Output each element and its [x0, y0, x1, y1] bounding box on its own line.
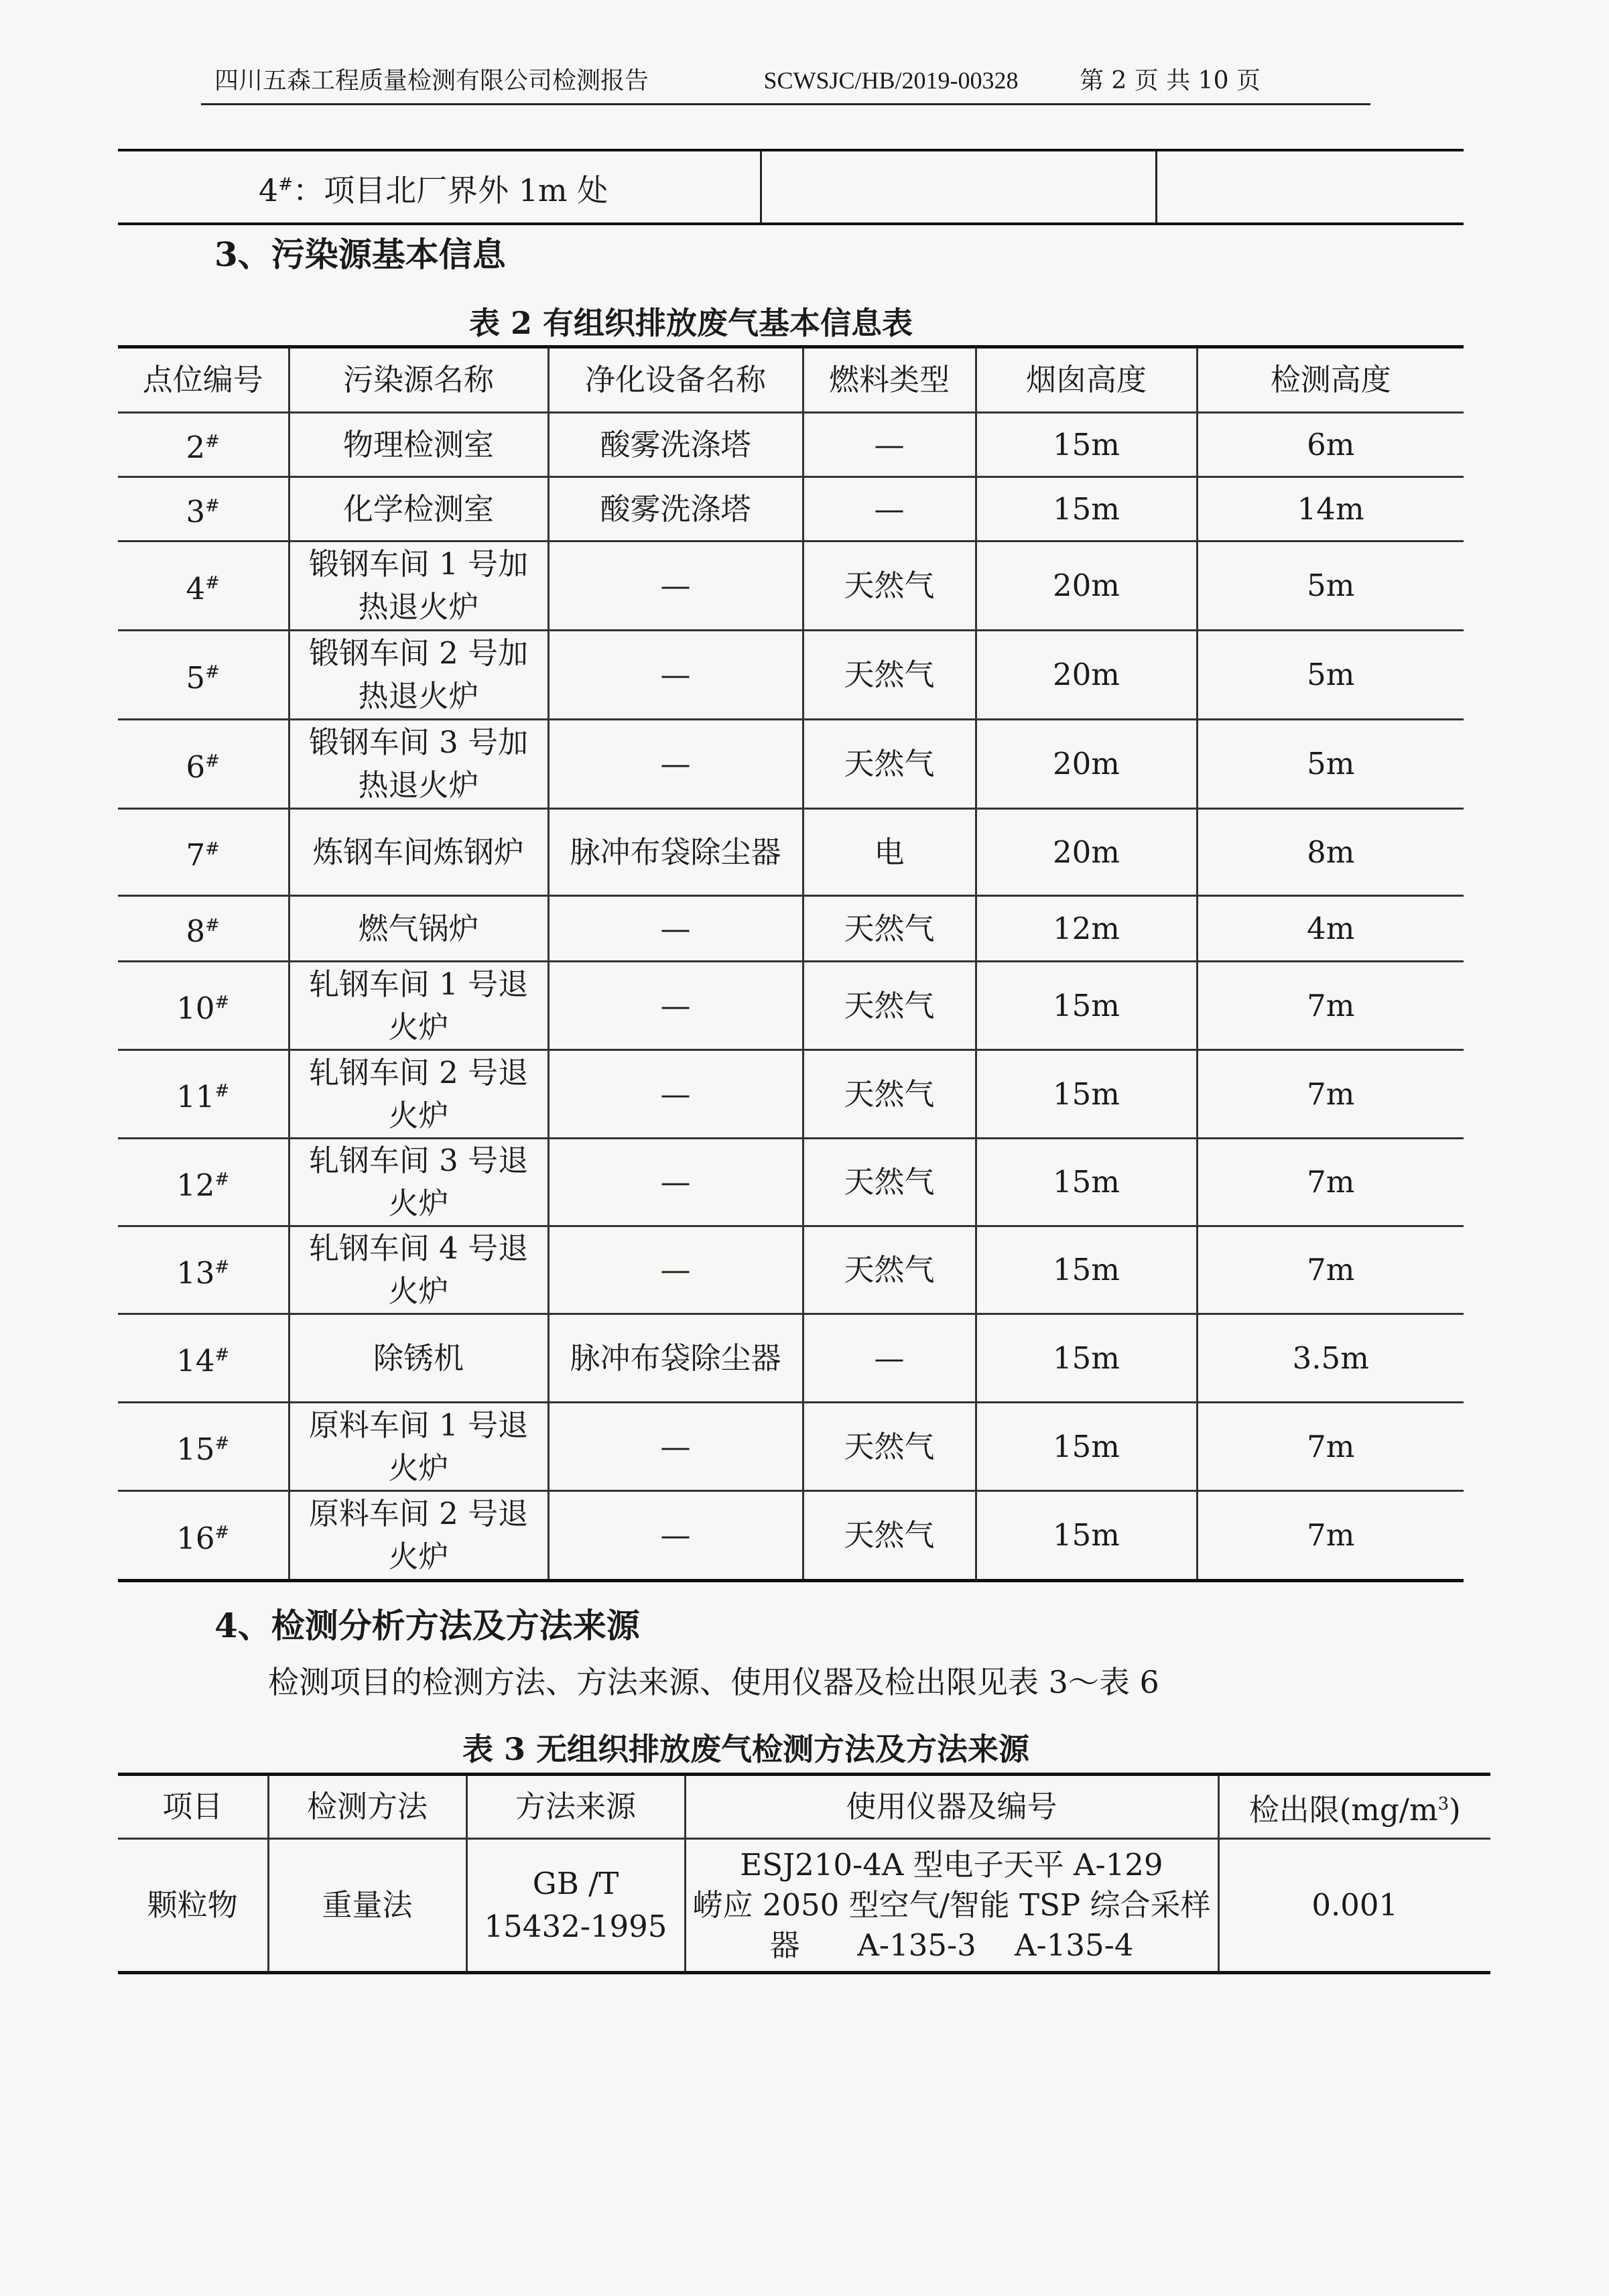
chimney-height-cell: 15m [976, 477, 1197, 541]
chimney-height-cell: 20m [976, 809, 1197, 896]
header-cell: 检测高度 [1197, 347, 1464, 413]
point-id-cell: 14# [118, 1314, 289, 1403]
chimney-height-cell: 12m [976, 896, 1197, 962]
table-row [118, 1403, 1464, 1491]
chimney-height-cell: 15m [976, 413, 1197, 477]
purifier-cell: 酸雾洗涤塔 [548, 413, 803, 477]
purifier-cell: — [548, 1050, 803, 1139]
table-row [118, 413, 1464, 477]
fuel-cell: 天然气 [803, 720, 976, 809]
purifier-cell: — [548, 720, 803, 809]
test-height-cell: 7m [1197, 1491, 1464, 1581]
instrument-cell: ESJ210-4A 型电子天平 A-129 崂应 2050 型空气/智能 TSP 综合采样 器 A-135-3 A-135-4 [685, 1839, 1218, 1973]
source-cell: 原料车间 1 号退火炉 [289, 1403, 548, 1491]
table-row [118, 1139, 1464, 1226]
source-cell: 燃气锅炉 [289, 896, 548, 962]
test-height-cell: 3.5m [1197, 1314, 1464, 1403]
purifier-cell: — [548, 896, 803, 962]
test-height-cell: 7m [1197, 1226, 1464, 1314]
chimney-height-cell: 15m [976, 1139, 1197, 1226]
table-row [118, 541, 1464, 631]
source-cell: 锻钢车间 1 号加热退火炉 [289, 541, 548, 631]
header-cell: 烟囱高度 [976, 347, 1197, 413]
header-cell: 点位编号 [118, 347, 289, 413]
fuel-cell: 天然气 [803, 1226, 976, 1314]
table-row [118, 1050, 1464, 1139]
fuel-cell: — [803, 413, 976, 477]
chimney-height-cell: 15m [976, 1491, 1197, 1581]
column-divider [760, 151, 762, 222]
table-2-caption: 表 2 有组织排放废气基本信息表 [469, 305, 913, 341]
purifier-cell: — [548, 1139, 803, 1226]
point-id-cell: 15# [118, 1403, 289, 1491]
column-divider [1155, 151, 1157, 222]
table-row [118, 720, 1464, 809]
source-cell: 轧钢车间 4 号退火炉 [289, 1226, 548, 1314]
point-id-cell: 6# [118, 720, 289, 809]
page-header [214, 62, 1261, 96]
point-id-cell: 16# [118, 1491, 289, 1581]
detection-limit-cell: 0.001 [1218, 1839, 1490, 1973]
fuel-cell: 天然气 [803, 1403, 976, 1491]
continued-table-row [118, 149, 1464, 225]
header-cell: 使用仪器及编号 [685, 1775, 1218, 1839]
purifier-cell: — [548, 962, 803, 1050]
section-3-title: 3、污染源基本信息 [214, 235, 506, 274]
fuel-cell: 天然气 [803, 631, 976, 720]
chimney-height-cell: 15m [976, 1226, 1197, 1314]
boundary-point-label: 4#：项目北厂界外 1m 处 [259, 172, 608, 208]
point-id-cell: 3# [118, 477, 289, 541]
test-height-cell: 7m [1197, 1050, 1464, 1139]
header-cell: 方法来源 [466, 1775, 685, 1839]
table-row [118, 1314, 1464, 1403]
source-cell: 锻钢车间 2 号加热退火炉 [289, 631, 548, 720]
point-id-cell: 4# [118, 541, 289, 631]
header-cell: 净化设备名称 [548, 347, 803, 413]
point-id-cell: 2# [118, 413, 289, 477]
fuel-cell: — [803, 1314, 976, 1403]
source-cell: 原料车间 2 号退火炉 [289, 1491, 548, 1581]
test-height-cell: 8m [1197, 809, 1464, 896]
header-cell: 检测方法 [268, 1775, 466, 1839]
company-name: 四川五森工程质量检测有限公司检测报告 [214, 67, 649, 94]
chimney-height-cell: 15m [976, 1314, 1197, 1403]
chimney-height-cell: 20m [976, 720, 1197, 809]
source-cell: 轧钢车间 1 号退火炉 [289, 962, 548, 1050]
test-height-cell: 4m [1197, 896, 1464, 962]
fuel-cell: 天然气 [803, 896, 976, 962]
fuel-cell: 天然气 [803, 962, 976, 1050]
method-source-cell: GB /T 15432-1995 [466, 1839, 685, 1973]
fuel-cell: 天然气 [803, 1139, 976, 1226]
source-cell: 轧钢车间 2 号退火炉 [289, 1050, 548, 1139]
fuel-cell: 天然气 [803, 1050, 976, 1139]
purifier-cell: 脉冲布袋除尘器 [548, 809, 803, 896]
table-row [118, 631, 1464, 720]
chimney-height-cell: 15m [976, 1403, 1197, 1491]
table-header-row [118, 347, 1464, 413]
fuel-cell: 电 [803, 809, 976, 896]
point-id-cell: 12# [118, 1139, 289, 1226]
source-cell: 炼钢车间炼钢炉 [289, 809, 548, 896]
header-cell: 检出限$(mg/m^3)$ [1218, 1775, 1490, 1839]
header-cell: 燃料类型 [803, 347, 976, 413]
source-cell: 物理检测室 [289, 413, 548, 477]
table-row [118, 809, 1464, 896]
test-height-cell: 7m [1197, 1139, 1464, 1226]
source-cell: 锻钢车间 3 号加热退火炉 [289, 720, 548, 809]
header-rule [201, 103, 1370, 105]
source-cell: 化学检测室 [289, 477, 548, 541]
purifier-cell: — [548, 541, 803, 631]
purifier-cell: — [548, 1491, 803, 1581]
point-id-cell: 7# [118, 809, 289, 896]
report-number: SCWSJC/HB/2019-00328 [763, 67, 1019, 94]
table-row [118, 962, 1464, 1050]
chimney-height-cell: 15m [976, 962, 1197, 1050]
table-row [118, 896, 1464, 962]
point-id-cell: 11# [118, 1050, 289, 1139]
test-height-cell: 5m [1197, 720, 1464, 809]
section-4-paragraph: 检测项目的检测方法、方法来源、使用仪器及检出限见表 3～表 6 [268, 1664, 1159, 1700]
test-height-cell: 14m [1197, 477, 1464, 541]
purifier-cell: — [548, 1403, 803, 1491]
page-indicator: 第 2 页 共 10 页 [1079, 67, 1261, 94]
item-cell: 颗粒物 [118, 1839, 268, 1973]
test-height-cell: 7m [1197, 1403, 1464, 1491]
chimney-height-cell: 20m [976, 631, 1197, 720]
header-cell: 项目 [118, 1775, 268, 1839]
test-height-cell: 7m [1197, 962, 1464, 1050]
point-id-cell: 10# [118, 962, 289, 1050]
method-cell: 重量法 [268, 1839, 466, 1973]
source-cell: 轧钢车间 3 号退火炉 [289, 1139, 548, 1226]
fuel-cell: 天然气 [803, 541, 976, 631]
chimney-height-cell: 15m [976, 1050, 1197, 1139]
table-header-row [118, 1775, 1490, 1839]
test-height-cell: 6m [1197, 413, 1464, 477]
test-height-cell: 5m [1197, 541, 1464, 631]
purifier-cell: 脉冲布袋除尘器 [548, 1314, 803, 1403]
table-2-organized-emission [118, 345, 1464, 1582]
table-row [118, 1491, 1464, 1581]
table-row [118, 477, 1464, 541]
test-height-cell: 5m [1197, 631, 1464, 720]
fuel-cell: 天然气 [803, 1491, 976, 1581]
point-id-cell: 5# [118, 631, 289, 720]
point-id-cell: 13# [118, 1226, 289, 1314]
table-row [118, 1226, 1464, 1314]
chimney-height-cell: 20m [976, 541, 1197, 631]
table-3-detection-methods [118, 1773, 1490, 1974]
header-cell: 污染源名称 [289, 347, 548, 413]
purifier-cell: — [548, 631, 803, 720]
purifier-cell: 酸雾洗涤塔 [548, 477, 803, 541]
source-cell: 除锈机 [289, 1314, 548, 1403]
point-id-cell: 8# [118, 896, 289, 962]
table-row [118, 1839, 1490, 1973]
fuel-cell: — [803, 477, 976, 541]
purifier-cell: — [548, 1226, 803, 1314]
section-4-title: 4、检测分析方法及方法来源 [214, 1606, 640, 1645]
table-3-caption: 表 3 无组织排放废气检测方法及方法来源 [462, 1731, 1030, 1767]
